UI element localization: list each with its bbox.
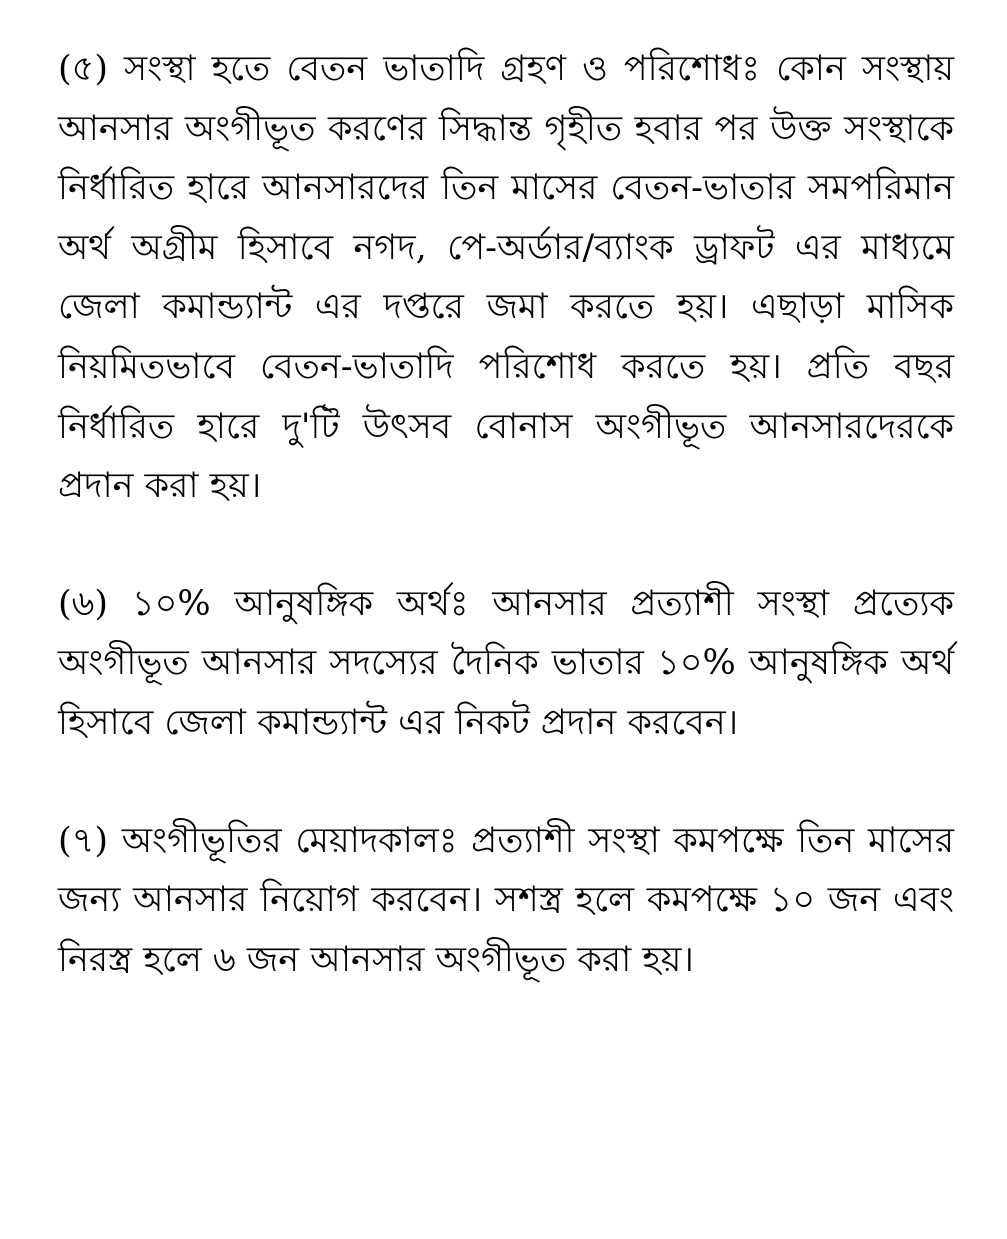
paragraph-salary-allowance: (৫) সংস্থা হতে বেতন ভাতাদি গ্রহণ ও পরিশোধঃ কোন সংস্থায় আনসার অংগীভূত করণের সিদ্ধান্ত গৃহীত হবার পর উক্ত সংস্থাকে নির্ধারিত হারে আনসারদের তিন মাসের বেতন-ভাতার সমপরিমান অর্থ অগ্রীম হিসাবে নগদ, পে-অর্ডার/ব্যাংক ড্রাফট এর মাধ্যমে জেলা কমান্ড্যান্ট এর দপ্তরে জমা করতে হয়। এছাড়া মাসিক নিয়মিতভাবে বেতন-ভাতাদি পরিশোধ করতে হয়। প্রতি বছর নির্ধারিত হারে দু'টি উৎসব বোনাস অংগীভূত আনসারদেরকে প্রদান করা হয়। xyxy=(58,49,954,507)
paragraph-embodiment-duration: (৭) অংগীভূতির মেয়াদকালঃ প্রত্যাশী সংস্থা কমপক্ষে তিন মাসের জন্য আনসার নিয়োগ করবেন। সশস্ত্র হলে কমপক্ষে ১০ জন এবং নিরস্ত্র হলে ৬ জন আনসার অংগীভূত করা হয়। xyxy=(58,820,954,980)
paragraph-incidental-fund: (৬) ১০% আনুষঙ্গিক অর্থঃ আনসার প্রত্যাশী সংস্থা প্রত্যেক অংগীভূত আনসার সদস্যের দৈনিক ভাতার ১০% আনুষঙ্গিক অর্থ হিসাবে জেলা কমান্ড্যান্ট এর নিকট প্রদান করবেন। xyxy=(58,583,954,743)
document-page xyxy=(58,40,954,990)
